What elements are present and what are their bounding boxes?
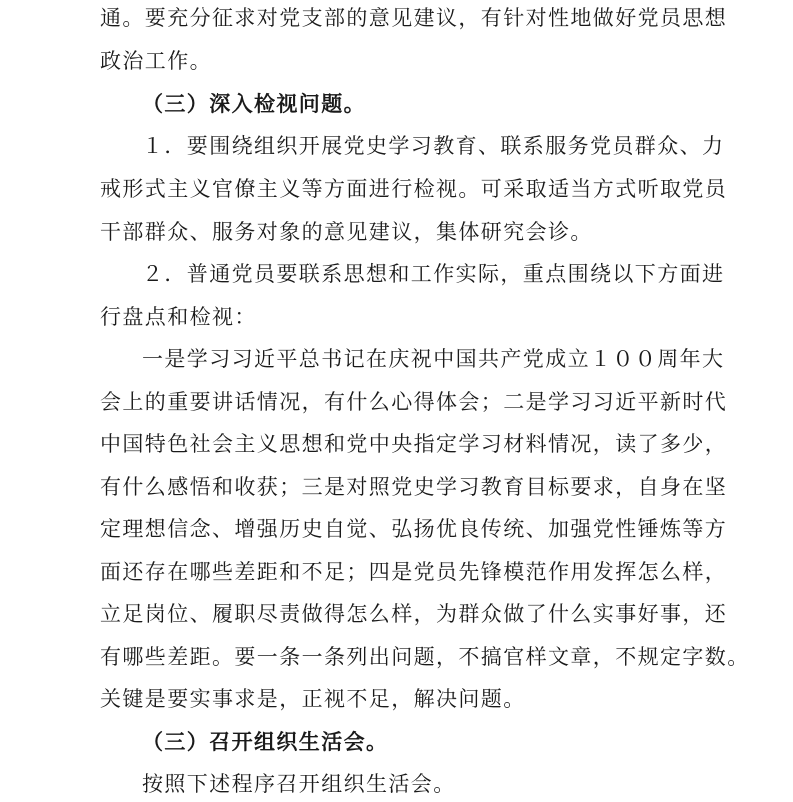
body-text-line: 通。要充分征求对党支部的意见建议，有针对性地做好党员思想 xyxy=(100,6,728,30)
body-text-line: 按照下述程序召开组织生活会。 xyxy=(142,772,456,796)
body-text-line: 有什么感悟和收获；三是对照党史学习教育目标要求，自身在坚 xyxy=(100,475,728,499)
body-text-line: 定理想信念、增强历史自觉、弘扬优良传统、加强党性锤炼等方 xyxy=(100,517,728,541)
section-heading: （三）深入检视问题。 xyxy=(142,92,366,116)
body-text-line: 中国特色社会主义思想和党中央指定学习材料情况，读了多少， xyxy=(100,432,728,456)
body-text-line: ２．普通党员要联系思想和工作实际，重点围绕以下方面进 xyxy=(142,262,725,286)
body-text-line: 政治工作。 xyxy=(100,49,212,73)
body-text-line: 会上的重要讲话情况，有什么心得体会；二是学习习近平新时代 xyxy=(100,390,728,414)
section-heading: （三）召开组织生活会。 xyxy=(142,730,389,754)
body-text-line: 一是学习习近平总书记在庆祝中国共产党成立１００周年大 xyxy=(142,347,725,371)
body-text-line: 面还存在哪些差距和不足；四是党员先锋模范作用发挥怎么样， xyxy=(100,560,728,584)
body-text-line: 有哪些差距。要一条一条列出问题，不搞官样文章，不规定字数。 xyxy=(100,645,750,669)
body-text-line: 干部群众、服务对象的意见建议，集体研究会诊。 xyxy=(100,220,593,244)
body-text-line: 立足岗位、履职尽责做得怎么样，为群众做了什么实事好事，还 xyxy=(100,602,728,626)
body-text-line: 关键是要实事求是，正视不足，解决问题。 xyxy=(100,687,526,711)
body-text-line: 行盘点和检视： xyxy=(100,305,257,329)
body-text-line: １．要围绕组织开展党史学习教育、联系服务党员群众、力 xyxy=(142,134,725,158)
body-text-line: 戒形式主义官僚主义等方面进行检视。可采取适当方式听取党员 xyxy=(100,177,728,201)
